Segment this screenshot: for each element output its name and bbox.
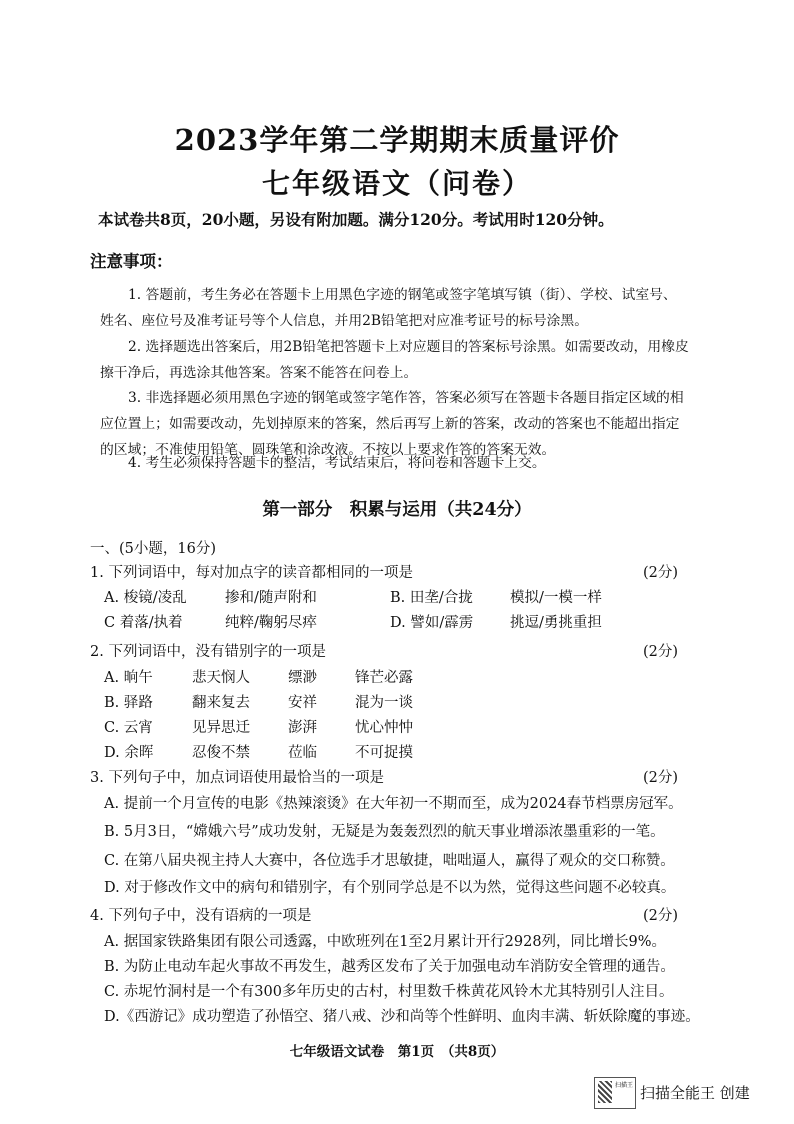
notice-item-1: 1. 答题前，考生务必在答题卡上用黑色字迹的钢笔或签字笔填写镇（街）、学校、试室号、姓名、座位号及准考证号等个人信息，并用2B铅笔把对应准考证号的标号涂黑。 bbox=[100, 287, 677, 329]
q1-option-a-1: A. 梭镜/凌乱 bbox=[104, 590, 187, 606]
q1-option-b-2: 模拟/一模一样 bbox=[510, 590, 602, 606]
q3-option-a: A. 提前一个月宣传的电影《热辣滚烫》在大年初一不期而至，成为2024春节档票房冠军。 bbox=[104, 796, 683, 812]
q1-option-a-2: 掺和/随声附和 bbox=[225, 590, 317, 606]
part-title: 一、(5小题，16分) bbox=[90, 541, 216, 557]
q2-option-a-3: 缥渺 bbox=[288, 670, 317, 686]
exam-subtitle: 七年级语文（问卷） bbox=[261, 167, 532, 200]
notice-item-2: 2. 选择题选出答案后，用2B铅笔把答题卡上对应题目的答案标号涂黑。如需要改动，用橡皮擦干净后，再选涂其他答案。答案不能答在问卷上。 bbox=[100, 339, 689, 381]
q2-option-b-2: 翻来复去 bbox=[192, 695, 250, 711]
q2-option-a-4: 锋芒必露 bbox=[355, 670, 413, 686]
q4-stem: 4. 下列句子中，没有语病的一项是 bbox=[90, 908, 312, 924]
q2-option-d-4: 不可捉摸 bbox=[355, 745, 413, 761]
q1-option-c-1: C 着落/执着 bbox=[104, 615, 183, 631]
q1-stem: 1. 下列词语中，每对加点字的读音都相同的一项是 bbox=[90, 565, 413, 581]
section-title: 第一部分 积累与运用（共24分） bbox=[262, 500, 532, 520]
notice-item-3: 3. 非选择题必须用黑色字迹的钢笔或签字笔作答，答案必须写在答题卡各题目指定区域的相应位置上；如需要改动，先划掉原来的答案，然后再写上新的答案，改动的答案也不能超出指定的区域；不准使用铅笔、圆珠笔和涂改液。不按以上要求作答的答案无效。 bbox=[100, 390, 684, 458]
q2-option-a-2: 悲天悯人 bbox=[192, 670, 250, 686]
q4-option-d: D.《西游记》成功塑造了孙悟空、猪八戒、沙和尚等个性鲜明、血肉丰满、斩妖除魔的事迹。 bbox=[104, 1009, 700, 1025]
q4-option-c: C. 赤坭竹洞村是一个有300多年历史的古村，村里数千株黄花风铃木尤其特别引人注目。 bbox=[104, 984, 674, 1000]
q1-option-b-1: B. 田垄/合拢 bbox=[390, 590, 473, 606]
q4-score: (2分) bbox=[643, 908, 679, 924]
q4-option-b: B. 为防止电动车起火事故不再发生，越秀区发布了关于加强电动车消防安全管理的通告。 bbox=[104, 959, 675, 975]
q2-option-c-2: 见异思迁 bbox=[192, 720, 250, 736]
q2-option-d-1: D. 余晖 bbox=[104, 745, 154, 761]
q1-score: (2分) bbox=[643, 565, 679, 581]
q2-option-b-1: B. 驿路 bbox=[104, 695, 153, 711]
notice-heading: 注意事项： bbox=[90, 252, 173, 271]
q2-option-d-2: 忍俊不禁 bbox=[192, 745, 250, 761]
q3-score: (2分) bbox=[643, 770, 679, 786]
q3-option-b: B. 5月3日，“嫦娥六号”成功发射，无疑是为轰轰烈烈的航天事业增添浓墨重彩的一笔。 bbox=[104, 824, 665, 840]
qr-code-icon bbox=[598, 1081, 612, 1103]
q1-option-d-1: D. 譬如/霹雳 bbox=[390, 615, 474, 631]
q3-stem: 3. 下列句子中，加点词语使用最恰当的一项是 bbox=[90, 770, 384, 786]
q2-option-d-3: 莅临 bbox=[288, 745, 317, 761]
q3-option-c: C. 在第八届央视主持人大赛中，各位选手才思敏捷，咄咄逼人，赢得了观众的交口称赞。 bbox=[104, 853, 675, 869]
notice-item-4: 4. 考生必须保持答题卡的整洁，考试结束后，将问卷和答题卡上交。 bbox=[128, 455, 546, 471]
exam-intro: 本试卷共8页，20小题，另设有附加题。满分120分。考试用时120分钟。 bbox=[98, 210, 614, 229]
scanner-watermark-label: 扫描全能王 创建 bbox=[640, 1084, 750, 1102]
q2-score: (2分) bbox=[643, 644, 679, 660]
q1-option-c-2: 纯粹/鞠躬尽瘁 bbox=[225, 615, 317, 631]
q2-option-c-4: 忧心忡忡 bbox=[355, 720, 413, 736]
q2-option-b-3: 安祥 bbox=[288, 695, 317, 711]
q2-option-c-1: C. 云宵 bbox=[104, 720, 153, 736]
scanner-logo bbox=[594, 1077, 636, 1109]
q2-option-b-4: 混为一谈 bbox=[355, 695, 413, 711]
q2-option-a-1: A. 晌午 bbox=[104, 670, 153, 686]
scanner-logo-text: 扫描王 bbox=[615, 1082, 634, 1089]
q2-stem: 2. 下列词语中，没有错别字的一项是 bbox=[90, 644, 326, 660]
q1-option-d-2: 挑逗/勇挑重担 bbox=[510, 615, 602, 631]
q2-option-c-3: 澎湃 bbox=[288, 720, 317, 736]
q3-option-d: D. 对于修改作文中的病句和错别字，有个别同学总是不以为然，觉得这些问题不必较真。 bbox=[104, 880, 676, 896]
page-footer: 七年级语文试卷 第1页 （共8页） bbox=[289, 1044, 505, 1060]
exam-title: 2023学年第二学期期末质量评价 bbox=[174, 123, 620, 157]
q4-option-a: A. 据国家铁路集团有限公司透露，中欧班列在1至2月累计开行2928列，同比增长9%。 bbox=[104, 934, 667, 950]
